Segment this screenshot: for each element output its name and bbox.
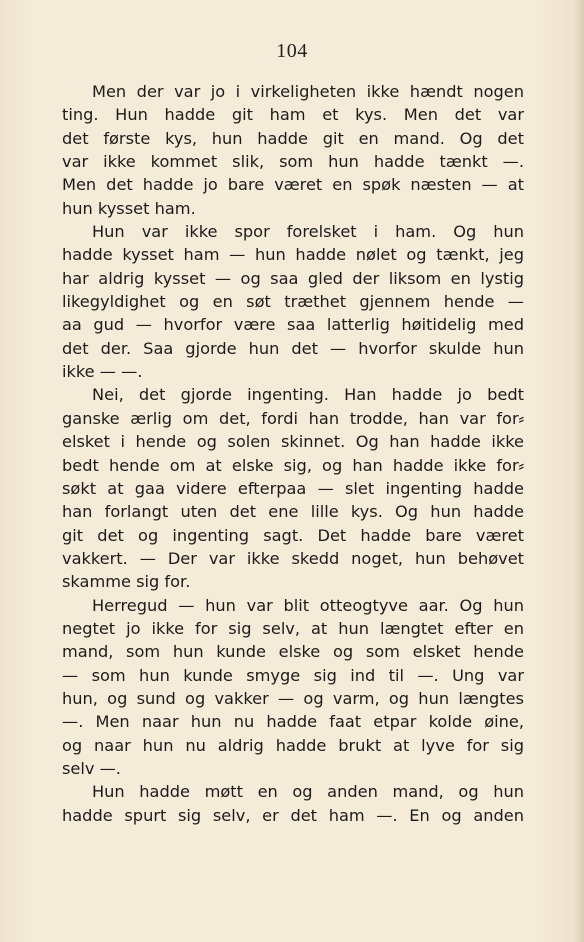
- text-line: hun, og sund og vakker — og varm, og hun længtes: [62, 688, 524, 708]
- text-line: det der. Saa gjorde hun det — hvorfor skulde hun: [62, 338, 524, 358]
- text-line: skamme sig for.: [62, 572, 191, 592]
- text-line: negtet jo ikke for sig selv, at hun længtet efter en: [62, 618, 524, 638]
- text-line: — som hun kunde smyge sig ind til —. Ung var: [62, 665, 524, 685]
- text-line: var ikke kommet slik, som hun hadde tænkt —.: [62, 152, 524, 172]
- text-line: likegyldighet og en søt træthet gjennem hende —: [62, 292, 524, 312]
- text-line: hadde kysset ham — hun hadde nølet og tænkt, jeg: [62, 245, 524, 265]
- text-line: og naar hun nu aldrig hadde brukt at lyve for sig: [62, 735, 524, 755]
- text-line: ikke — —.: [62, 362, 143, 382]
- page-edge-shadow: [574, 0, 584, 942]
- text-line: Hun var ikke spor forelsket i ham. Og hun: [92, 222, 524, 242]
- text-line: hadde spurt sig selv, er det ham —. En og anden: [62, 805, 524, 825]
- paragraph-2: [62, 220, 524, 383]
- text-line: søkt at gaa videre efterpaa — slet ingenting hadde: [62, 478, 524, 498]
- paragraph-4: [62, 594, 524, 781]
- text-line: det første kys, hun hadde git en mand. Og det: [62, 128, 524, 148]
- text-line: ting. Hun hadde git ham et kys. Men det var: [62, 105, 524, 125]
- text-line: elsket i hende og solen skinnet. Og han hadde ikke: [62, 432, 524, 452]
- body-text: [62, 80, 524, 827]
- text-line: mand, som hun kunde elske og som elsket hende: [62, 642, 524, 662]
- text-line: selv —.: [62, 758, 121, 778]
- paragraph-3: [62, 383, 524, 593]
- text-line: bedt hende om at elske sig, og han hadde ikke for⸗: [62, 455, 524, 475]
- paragraph-1: [62, 80, 524, 220]
- text-line: ganske ærlig om det, fordi han trodde, han var for⸗: [62, 408, 524, 428]
- text-line: aa gud — hvorfor være saa latterlig høitidelig med: [62, 315, 524, 335]
- text-line: har aldrig kysset — og saa gled der liksom en lystig: [62, 268, 524, 288]
- text-line: —. Men naar hun nu hadde faat etpar kolde øine,: [62, 712, 524, 732]
- paragraph-5: [62, 780, 524, 827]
- page-number: 104: [276, 40, 308, 62]
- text-line: Men det hadde jo bare været en spøk næsten — at: [62, 175, 524, 195]
- text-line: git det og ingenting sagt. Det hadde bare været: [62, 525, 524, 545]
- text-line: Hun hadde møtt en og anden mand, og hun: [92, 782, 524, 802]
- text-line: han forlangt uten det ene lille kys. Og hun hadde: [62, 502, 524, 522]
- text-line: vakkert. — Der var ikke skedd noget, hun behøvet: [62, 548, 524, 568]
- text-line: Nei, det gjorde ingenting. Han hadde jo bedt: [92, 385, 524, 405]
- text-line: Herregud — hun var blit otteogtyve aar. Og hun: [92, 595, 524, 615]
- text-line: hun kysset ham.: [62, 198, 196, 218]
- text-line: Men der var jo i virkeligheten ikke hændt nogen: [92, 82, 524, 101]
